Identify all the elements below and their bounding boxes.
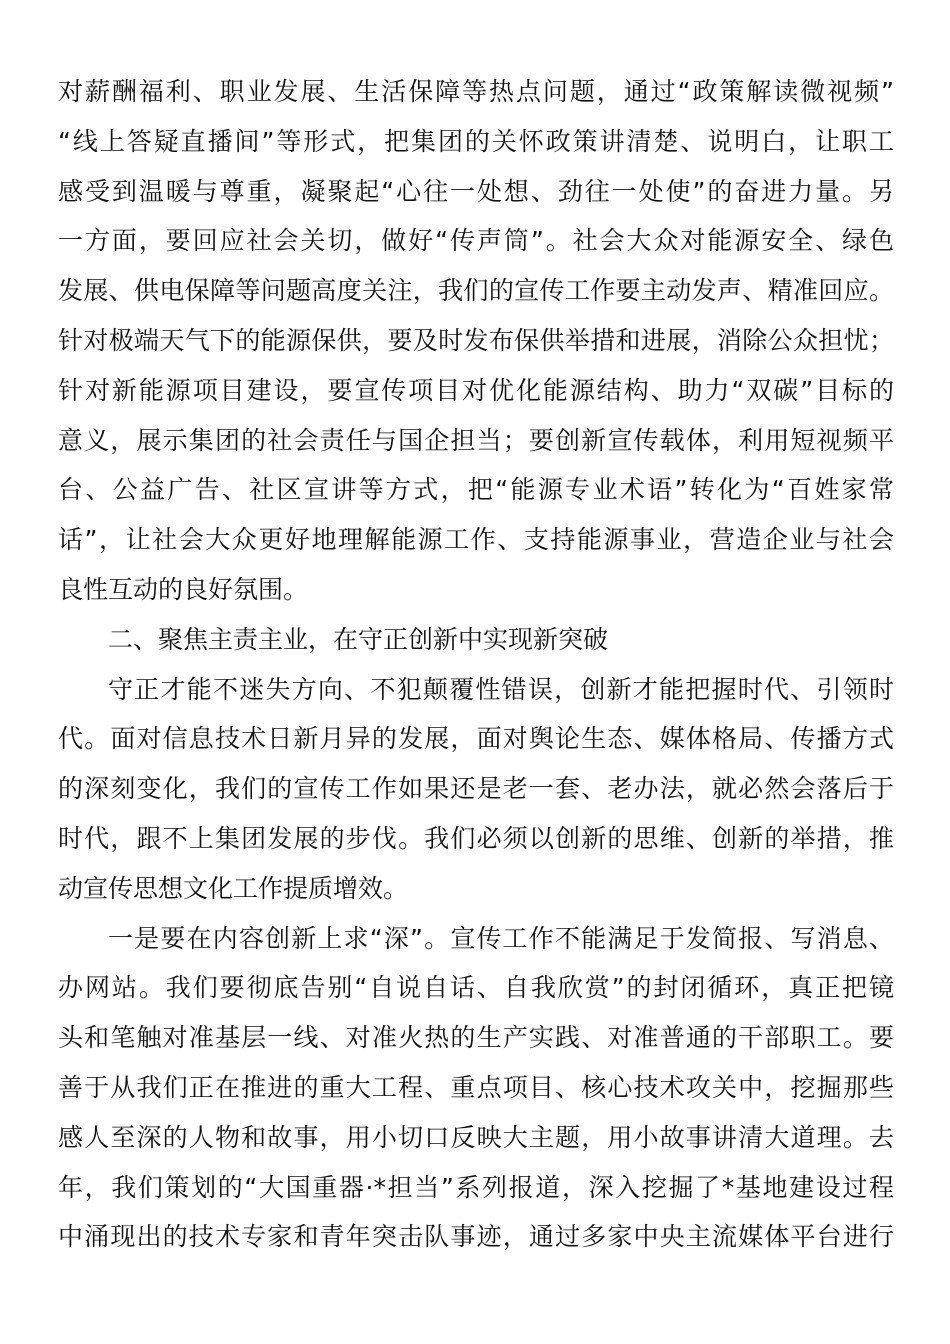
- text-line: 头和笔触对准基层一线、对准火热的生产实践、对准普通的干部职工。要: [58, 1023, 894, 1053]
- text-line: 中涌现出的技术专家和青年突击队事迹，通过多家中央主流媒体平台进行: [58, 1222, 894, 1252]
- text-line: 针对新能源项目建设，要宣传项目对优化能源结构、助力“双碳”目标的: [58, 375, 894, 405]
- text-line: 办网站。我们要彻底告别“自说自话、自我欣赏”的封闭循环，真正把镜: [58, 973, 894, 1003]
- text-line: 代。面对信息技术日新月异的发展，面对舆论生态、媒体格局、传播方式: [58, 724, 894, 754]
- text-line: 时代，跟不上集团发展的步伐。我们必须以创新的思维、创新的举措，推: [58, 823, 894, 853]
- text-line: 的深刻变化，我们的宣传工作如果还是老一套、老办法，就必然会落后于: [58, 774, 894, 804]
- text-line: 话”，让社会大众更好地理解能源工作、支持能源事业，营造企业与社会: [58, 525, 894, 555]
- paragraph-1: [58, 67, 894, 615]
- text-line: 感受到温暖与尊重，凝聚起“心往一处想、劲往一处使”的奋进力量。另: [58, 176, 894, 206]
- text-line: 台、公益广告、社区宣讲等方式，把“能源专业术语”转化为“百姓家常: [58, 475, 894, 505]
- text-line: 善于从我们正在推进的重大工程、重点项目、核心技术攻关中，挖掘那些: [58, 1072, 894, 1102]
- text-line: 年，我们策划的“大国重器·*担当”系列报道，深入挖掘了*基地建设过程: [58, 1172, 894, 1202]
- text-line: 意义，展示集团的社会责任与国企担当；要创新宣传载体，利用短视频平: [58, 425, 894, 455]
- paragraph-3: [58, 665, 894, 914]
- text-line: 对薪酬福利、职业发展、生活保障等热点问题，通过“政策解读微视频”: [58, 77, 894, 106]
- paragraph-4: [58, 914, 894, 1263]
- text-line: 守正才能不迷失方向、不犯颠覆性错误，创新才能把握时代、引领时: [108, 674, 894, 704]
- section-heading: [58, 615, 894, 665]
- section-heading-text: 二、聚焦主责主业，在守正创新中实现新突破: [108, 624, 609, 654]
- text-line: 一是要在内容创新上求“深”。宣传工作不能满足于发简报、写消息、: [108, 923, 894, 953]
- text-line: “线上答疑直播间”等形式，把集团的关怀政策讲清楚、说明白，让职工: [58, 126, 894, 156]
- text-line: 一方面，要回应社会关切，做好“传声筒”。社会大众对能源安全、绿色: [58, 226, 894, 256]
- document-page: [58, 67, 894, 1262]
- text-line: 良性互动的良好氛围。: [58, 574, 309, 604]
- text-line: 发展、供电保障等问题高度关注，我们的宣传工作要主动发声、精准回应。: [58, 276, 894, 306]
- text-line: 针对极端天气下的能源保供，要及时发布保供举措和进展，消除公众担忧；: [58, 325, 894, 355]
- text-line: 感人至深的人物和故事，用小切口反映大主题，用小故事讲清大道理。去: [58, 1122, 894, 1152]
- text-line: 动宣传思想文化工作提质增效。: [58, 873, 409, 903]
